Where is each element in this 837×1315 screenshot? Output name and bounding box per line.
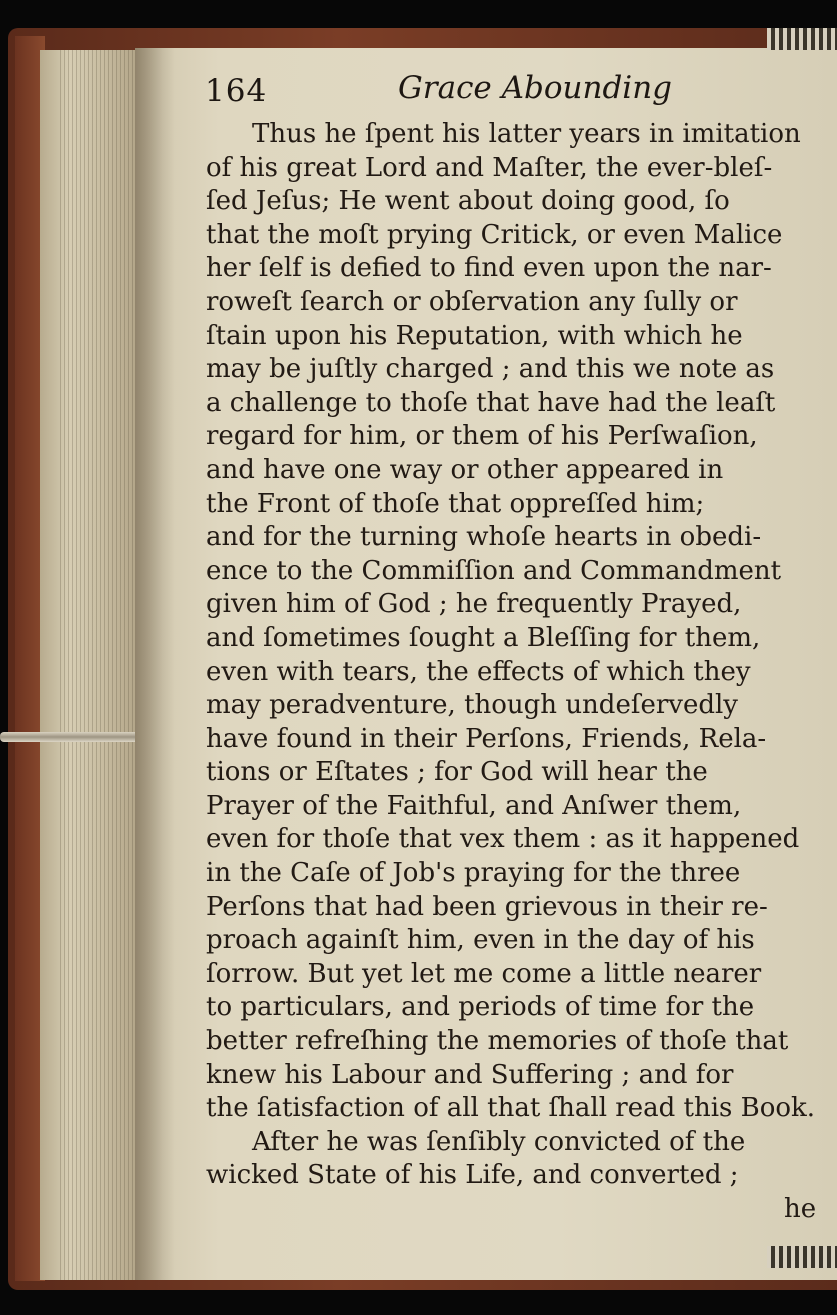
text-line: the Front of thoſe that oppreſſed him;: [206, 488, 705, 519]
text-line: and for the turning whoſe hearts in obedi-: [206, 522, 762, 553]
text-line: wicked State of his Life, and converted ;: [206, 1160, 739, 1191]
text-line: ence to the Commiſſion and Commandment: [206, 555, 782, 586]
text-line: her ſelf is defied to find even upon the nar-: [206, 253, 772, 284]
adjacent-page-edge-top: [767, 28, 837, 50]
text-line: better refreſhing the memories of thoſe that: [206, 1026, 789, 1057]
text-line: proach againſt him, even in the day of his: [206, 925, 755, 956]
text-line: may be juſtly charged ; and this we note as: [206, 354, 775, 385]
text-line: of his great Lord and Maſter, the ever-bleſ-: [206, 152, 773, 183]
adjacent-page-edge-bottom: [767, 1246, 837, 1268]
text-line: and have one way or other appeared in: [206, 454, 724, 485]
text-line: and ſometimes ſought a Bleſſing for them,: [206, 622, 761, 653]
text-line: knew his Labour and Suffering ; and for: [206, 1059, 734, 1090]
text-line: Perſons that had been grievous in their re-: [206, 891, 768, 922]
text-line: ſorrow. But yet let me come a little nearer: [206, 958, 762, 989]
text-line: tions or Eſtates ; for God will hear the: [206, 757, 708, 788]
body-text: [206, 118, 818, 1227]
text-line: in the Caſe of Job's praying for the three: [206, 858, 741, 889]
text-line: given him of God ; he frequently Prayed,: [206, 589, 742, 620]
running-head: Grace Abounding: [398, 70, 673, 106]
text-line: even for thoſe that vex them : as it happened: [206, 824, 800, 855]
text-line: Thus he ſpent his latter years in imitation: [252, 119, 801, 149]
text-line: roweſt ſearch or obſervation any ſully or: [206, 286, 738, 317]
gutter-shadow: [135, 48, 175, 1280]
page-number: 164: [205, 73, 268, 109]
text-line: the ſatisfaction of all that ſhall read this Book.: [206, 1093, 816, 1124]
text-line: ſed Jeſus; He went about doing good, ſo: [206, 186, 730, 217]
text-line: a challenge to thoſe that have had the leaſt: [206, 387, 776, 418]
text-line: may peradventure, though undeſervedly: [206, 690, 738, 721]
text-line: that the moſt prying Critick, or even Malice: [206, 219, 783, 250]
catchword: he: [784, 1194, 817, 1224]
text-line: to particulars, and periods of time for the: [206, 992, 755, 1023]
text-line: After he was ſenſibly convicted of the: [252, 1126, 746, 1157]
text-line: even with tears, the effects of which they: [206, 656, 751, 687]
text-line: ſtain upon his Reputation, with which he: [206, 320, 743, 351]
text-line: have found in their Perſons, Friends, Rela-: [206, 723, 767, 754]
text-line: Prayer of the Faithful, and Anſwer them,: [206, 790, 742, 821]
text-line: regard for him, or them of his Perſwaſion,: [206, 421, 758, 452]
